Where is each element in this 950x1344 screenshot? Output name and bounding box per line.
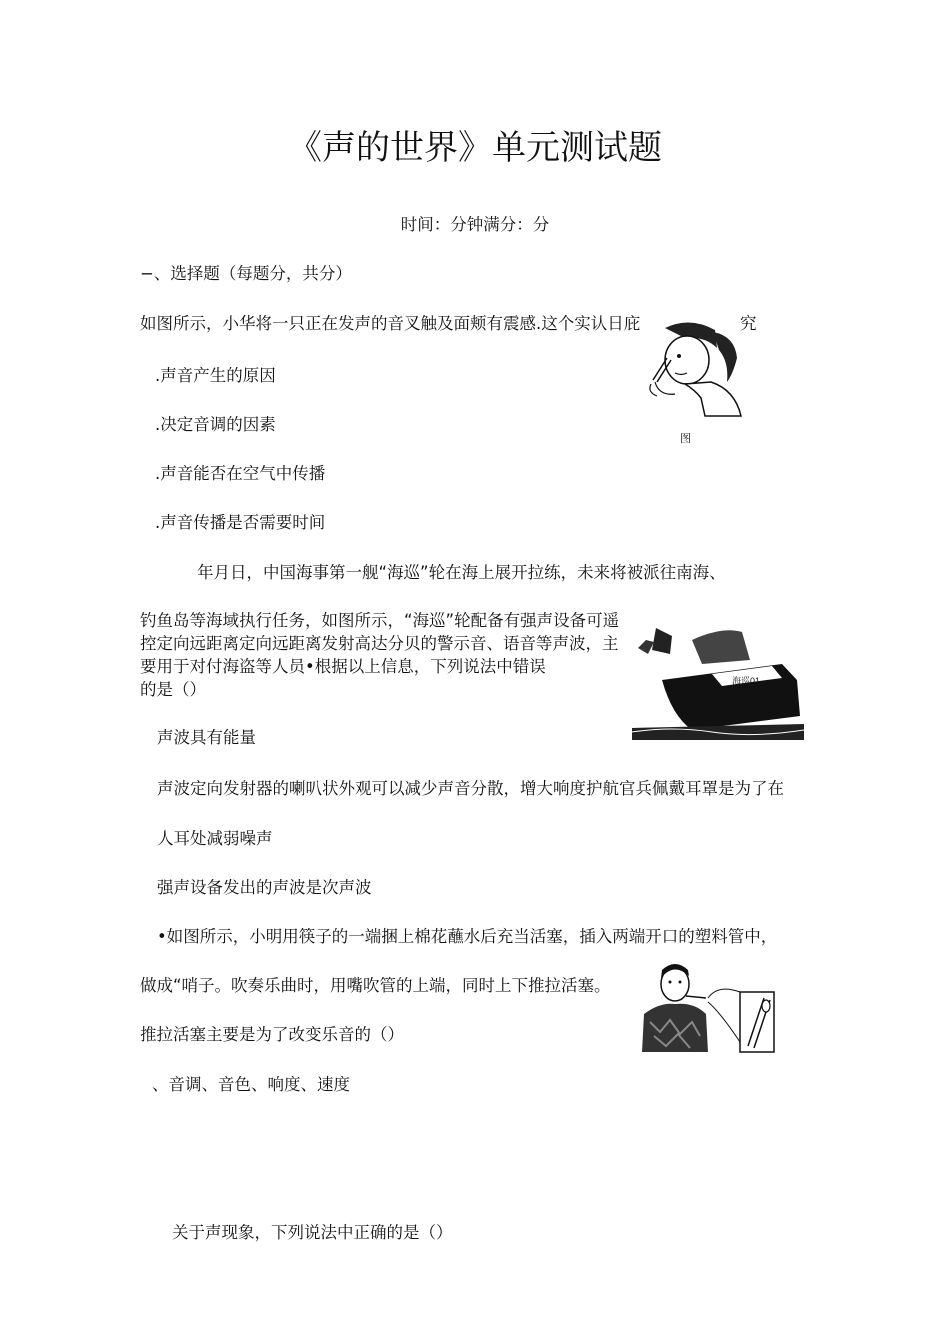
girl-tuning-fork-figure bbox=[645, 318, 750, 423]
patrol-ship-figure bbox=[632, 620, 804, 740]
q1-option-a: .声音产生的原因 bbox=[155, 366, 276, 385]
q2-line-4: 要用于对付海盗等人员•根据以上信息，下列说法中错误 bbox=[140, 657, 546, 676]
q3-line-1: •如图所示，小明用筷子的一端捆上棉花蘸水后充当活塞，插入两端开口的塑料管中， bbox=[157, 927, 778, 946]
q1-option-d: .声音传播是否需要时间 bbox=[155, 513, 326, 532]
q1-option-c: .声音能否在空气中传播 bbox=[155, 464, 326, 483]
boy-whistle-figure bbox=[640, 962, 780, 1057]
page-title: 《声的世界》单元测试题 bbox=[288, 128, 662, 168]
q3-options: 、音调、音色、响度、速度 bbox=[152, 1075, 350, 1094]
exam-info: 时间：分钟满分：分 bbox=[400, 215, 550, 234]
q2-option-b-continued: 人耳处减弱噪声 bbox=[157, 829, 273, 848]
q1-option-b: .决定音调的因素 bbox=[155, 415, 276, 434]
q2-option-a: 声波具有能量 bbox=[157, 728, 256, 747]
q2-line-2: 钓鱼岛等海域执行任务，如图所示，“海巡”轮配备有强声设备可遥 bbox=[140, 611, 620, 630]
q2-line-5: 的是（） bbox=[140, 680, 206, 699]
q2-option-c: 强声设备发出的声波是次声波 bbox=[157, 878, 372, 897]
section-heading: −、选择题（每题分，共分） bbox=[140, 264, 352, 283]
ship-hull-text: 海巡01 bbox=[732, 676, 761, 686]
q2-line-1: 年月日，中国海事第一舰“海巡”轮在海上展开拉练，未来将被派往南海、 bbox=[197, 563, 726, 582]
q1-stem-end: 究 bbox=[740, 314, 757, 333]
q3-line-3: 推拉活塞主要是为了改变乐音的（） bbox=[140, 1025, 404, 1044]
q4-stem: 关于声现象，下列说法中正确的是（） bbox=[172, 1223, 453, 1242]
q3-line-2: 做成“哨子。吹奏乐曲时，用嘴吹管的上端，同时上下推拉活塞。 bbox=[140, 976, 611, 995]
q2-option-b: 声波定向发射器的喇叭状外观可以减少声音分散，增大响度护航官兵佩戴耳罩是为了在 bbox=[157, 779, 784, 798]
q1-figure-label: 图 bbox=[680, 432, 691, 445]
q1-stem: 如图所示，小华将一只正在发声的音叉触及面颊有震感.这个实认日庇 bbox=[140, 314, 641, 333]
q2-line-3: 控定向远距离定向远距离发射高达分贝的警示音、语音等声波，主 bbox=[140, 634, 619, 653]
